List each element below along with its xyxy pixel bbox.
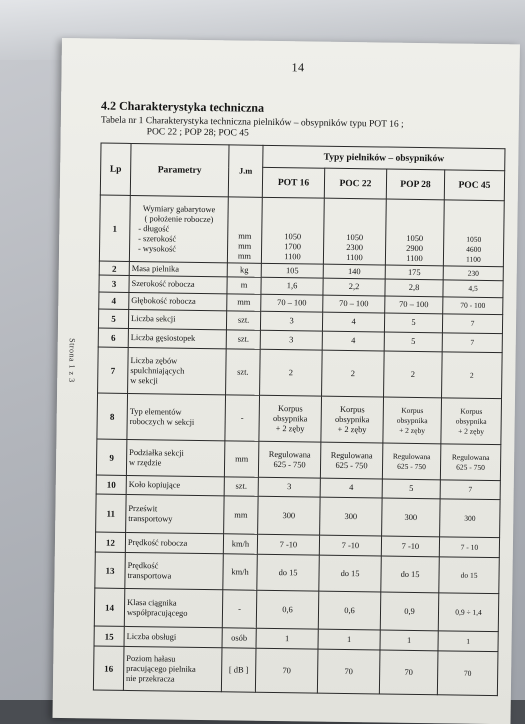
row-value [259, 395, 322, 442]
row-unit: kg [227, 263, 261, 277]
document-page [53, 38, 520, 724]
row-number: 13 [95, 552, 125, 588]
header-parameters: Parametry [130, 143, 229, 196]
row-value [383, 397, 442, 444]
row-value: 7 [440, 480, 500, 500]
row-unit [227, 197, 262, 263]
row-value [382, 443, 440, 480]
row-value: 300 [382, 498, 441, 537]
value-line: 625 - 750 [397, 461, 426, 471]
value-line: 1050 [346, 232, 364, 243]
row-value: 2,2 [323, 278, 385, 296]
row-value: 70 - 100 [443, 297, 503, 315]
row-unit: szt. [226, 330, 260, 349]
value-line: Korpus [277, 403, 303, 413]
header-model: POP 28 [386, 169, 444, 200]
table-caption [101, 116, 501, 144]
param-line: - długość [138, 223, 170, 234]
row-number: 2 [99, 261, 129, 275]
row-value: 1,6 [261, 277, 323, 295]
value-line: + 2 zęby [458, 426, 485, 436]
row-number: 15 [94, 626, 124, 646]
row-parameter: Szerokość robocza [129, 275, 227, 293]
row-unit: km/h [223, 554, 257, 590]
row-parameter [128, 347, 227, 394]
header-types-group: Typy pielników – obsypników [263, 145, 505, 170]
row-parameter [127, 393, 226, 440]
row-value: 0,6 [318, 591, 381, 630]
row-unit: mm [224, 441, 258, 477]
value-line: 1050 [284, 232, 302, 242]
row-value: 175 [385, 265, 443, 280]
row-value: 0,6 [256, 590, 319, 629]
row-value: 7 - 10 [439, 537, 499, 558]
row-value: 70 [317, 649, 380, 694]
row-unit: - [222, 590, 257, 628]
row-unit: [ dB ] [221, 648, 256, 692]
row-value: 230 [443, 266, 503, 281]
row-value: 300 [258, 496, 321, 535]
row-number: 14 [94, 588, 125, 626]
row-value: 5 [384, 332, 442, 352]
value-line: obsypnika [455, 416, 487, 426]
table-row [98, 347, 503, 399]
value-line: + 2 zęby [337, 424, 367, 434]
row-number: 16 [93, 646, 124, 690]
row-value [323, 198, 386, 265]
row-value: 300 [320, 497, 383, 536]
row-value: 4 [320, 478, 382, 498]
section-title: 4.2 Charakterystyka techniczna [100, 98, 265, 115]
param-line: w rzędzie [129, 457, 162, 467]
value-line: + 2 zęby [275, 423, 305, 433]
row-value: 2,8 [385, 279, 443, 297]
row-number: 12 [95, 532, 125, 552]
row-value: 1 [438, 631, 498, 652]
param-line: Wymiary gabarytowe [142, 203, 216, 214]
row-value: 0,9 [380, 592, 439, 631]
value-line: Regulowana [392, 451, 431, 461]
row-value: 5 [382, 479, 440, 499]
value-line: 2900 [406, 243, 424, 254]
row-number: 1 [99, 195, 130, 261]
param-line: Klasa ciągnika [127, 597, 177, 608]
row-value [321, 396, 384, 443]
param-line: - wysokość [138, 243, 177, 254]
param-line: Prześwit [128, 503, 158, 513]
row-parameter [126, 439, 224, 476]
row-parameter: Prędkość robocza [125, 532, 223, 553]
header-unit: J.m [228, 145, 263, 197]
value-line: 1050 [466, 234, 482, 244]
row-value: 7 [442, 314, 502, 334]
row-value: 7 -10 [381, 536, 439, 557]
row-parameter [123, 646, 222, 691]
row-value [440, 444, 501, 481]
row-number: 9 [96, 439, 126, 475]
row-number: 6 [98, 328, 128, 347]
value-line: 1050 [406, 233, 424, 244]
row-value: 4,5 [443, 280, 503, 298]
row-value: 2 [442, 352, 503, 399]
value-line: Korpus [401, 405, 424, 415]
param-line: Typ elementów [129, 406, 182, 417]
table-row [95, 552, 499, 594]
table-row [97, 393, 502, 445]
param-line: Poziom hałasu [126, 653, 176, 664]
page-number: 14 [291, 60, 305, 75]
row-parameter [126, 494, 225, 533]
row-parameter: Liczba sekcji [128, 309, 226, 329]
row-value: 70 – 100 [261, 294, 323, 312]
row-unit: szt. [224, 477, 258, 496]
row-number: 10 [96, 475, 126, 494]
row-value: 0,9 ÷ 1,4 [438, 593, 499, 632]
value-line: 1700 [284, 242, 302, 252]
row-value: 7 -10 [319, 535, 381, 556]
row-value: 105 [261, 263, 323, 278]
value-line: 2300 [346, 242, 364, 253]
value-line: Regulowana [268, 449, 311, 460]
param-line: Liczba zębów [130, 355, 178, 366]
row-value: 7 [442, 333, 502, 353]
row-unit: szt. [226, 311, 260, 330]
row-unit: mm [227, 294, 261, 311]
value-line: 625 - 750 [335, 460, 368, 470]
row-parameter [124, 588, 223, 627]
row-parameter: Liczba obsługi [124, 626, 222, 647]
row-value: 2 [260, 349, 323, 396]
row-value: 2 [322, 350, 385, 397]
value-line: 1100 [406, 253, 423, 264]
value-line: Regulowana [330, 450, 373, 460]
row-unit: - [225, 395, 260, 441]
row-value [443, 200, 504, 267]
unit-line: mm [238, 241, 252, 251]
row-number: 5 [98, 309, 128, 328]
row-unit: m [227, 277, 261, 294]
row-value: 70 – 100 [323, 295, 385, 313]
param-line: ( położenie robocze) [144, 213, 214, 224]
row-value: 1 [318, 629, 380, 650]
row-value: 300 [440, 499, 501, 538]
value-line: Korpus [339, 404, 365, 414]
row-value: 2 [384, 351, 443, 398]
value-line: 4600 [466, 244, 482, 254]
row-value: 5 [384, 313, 442, 333]
value-line: obsypnika [396, 415, 428, 425]
param-line: spulchniających [130, 365, 185, 376]
param-line: współpracującego [126, 607, 188, 618]
row-parameter: Głębokość robocza [129, 292, 227, 310]
param-line: roboczych w sekcji [129, 416, 195, 427]
value-line: Regulowana [451, 451, 490, 462]
row-value: 70 – 100 [385, 296, 443, 314]
caption-line-2: POC 22 ; POP 28; POC 45 [146, 127, 249, 139]
param-line: nie przekracza [126, 673, 175, 684]
table-row [93, 646, 498, 696]
row-unit: osób [222, 628, 256, 648]
param-line: - szerokość [138, 233, 177, 244]
row-number: 4 [99, 292, 129, 309]
row-value: 4 [322, 331, 384, 351]
row-value [261, 197, 324, 264]
row-value [385, 199, 444, 266]
row-value: do 15 [439, 557, 500, 594]
row-number: 3 [99, 275, 129, 292]
row-value: do 15 [257, 554, 319, 591]
header-model: POC 22 [324, 168, 386, 199]
row-value [441, 398, 502, 445]
param-line: transportowa [127, 570, 172, 581]
value-line: obsypnika [272, 413, 308, 423]
row-unit: km/h [223, 534, 257, 554]
param-line: Prędkość [127, 560, 159, 570]
row-parameter [125, 552, 223, 589]
row-value: 3 [260, 330, 322, 350]
value-line: obsypnika [334, 414, 370, 424]
value-line: 1100 [284, 252, 301, 262]
param-line: Podziałka sekcji [129, 447, 184, 458]
table-row [96, 439, 500, 481]
row-value [258, 441, 320, 478]
row-value: 1 [256, 628, 318, 649]
row-number: 8 [97, 393, 128, 439]
row-value: 140 [323, 264, 385, 279]
param-line: transportowy [128, 513, 173, 524]
row-value: 70 [437, 651, 498, 696]
row-parameter: Masa pielnika [129, 261, 227, 276]
row-value: 70 [255, 648, 318, 693]
unit-line: mm [238, 231, 252, 241]
row-value [320, 442, 382, 479]
row-parameter [129, 195, 228, 262]
value-line: 1100 [346, 252, 363, 263]
row-value: 3 [260, 311, 322, 331]
row-value: 4 [322, 312, 384, 332]
row-value: 70 [379, 650, 438, 695]
value-line: 625 - 750 [273, 459, 306, 469]
header-lp: Lp [100, 143, 131, 195]
row-number: 7 [98, 347, 129, 393]
table-header-row-1 [101, 143, 505, 171]
row-unit: mm [224, 496, 259, 534]
side-stamp: Strona 1 z 3 [67, 338, 77, 383]
caption-line-1: Tabela nr 1 Charakterystyka techniczna pielników – obsypników typu POT 16 ; [100, 115, 404, 130]
param-line: w sekcji [130, 375, 158, 385]
table-row [99, 195, 504, 267]
header-model: POC 45 [444, 170, 504, 201]
param-line: pracującego pielnika [126, 663, 196, 674]
row-value: do 15 [319, 555, 381, 592]
value-line: 1100 [466, 254, 481, 264]
row-value: 1 [380, 630, 438, 651]
header-model: POT 16 [262, 167, 324, 198]
row-number: 11 [96, 494, 127, 532]
unit-line: mm [237, 251, 252, 261]
row-value: 7 -10 [257, 534, 319, 555]
table-row [96, 494, 501, 538]
row-value: do 15 [381, 556, 439, 593]
row-unit: szt. [226, 349, 261, 395]
table-row [94, 588, 499, 632]
row-parameter: Liczba gęsiostopek [128, 328, 226, 348]
value-line: Korpus [460, 406, 483, 416]
value-line: + 2 zęby [399, 425, 426, 435]
spec-table [93, 143, 506, 697]
value-line: 625 - 750 [456, 462, 486, 472]
row-parameter: Koło kopiujące [126, 475, 224, 495]
row-value: 3 [258, 477, 320, 497]
